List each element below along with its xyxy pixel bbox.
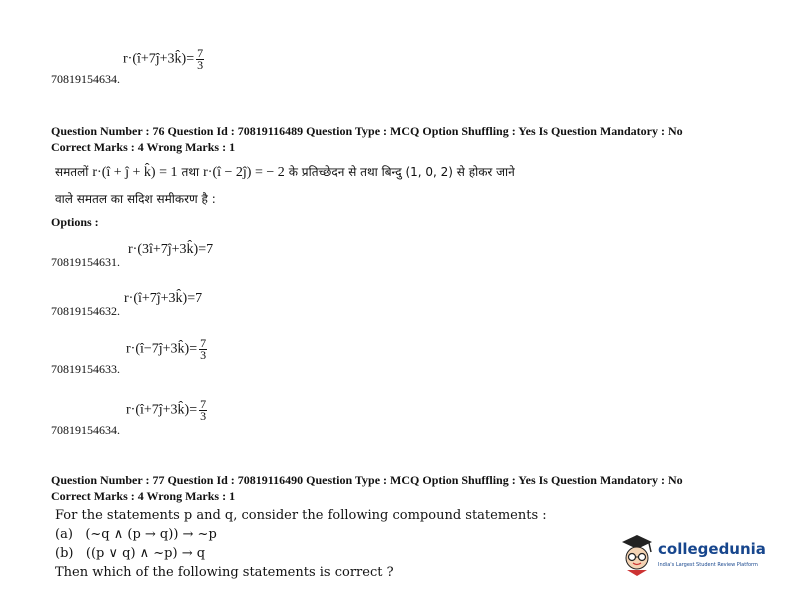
option-id: 70819154634. (51, 72, 120, 86)
option-id: 70819154632. (51, 304, 120, 318)
question-prompt: Then which of the following statements is correct ? (55, 565, 394, 580)
option-equation: r·(î+7ĵ+3k̂)= $\frac{7}{3}$ (126, 397, 207, 423)
statement-a: (a) (~q ∧ (p → q)) → ~p (55, 527, 217, 542)
option-id: 70819154634. (51, 423, 120, 437)
option-equation: r·(î+7ĵ+3k̂)= $\frac{7}{3}$ (123, 46, 204, 72)
question-header: Question Number : 77 Question Id : 70819116490 Question Type : MCQ Option Shuffling : Yes Is Question Mandatory : No (51, 473, 683, 487)
question-header: Question Number : 76 Question Id : 70819116489 Question Type : MCQ Option Shuffling : Yes Is Question Mandatory : No (51, 124, 683, 138)
question-marks: Correct Marks : 4 Wrong Marks : 1 (51, 489, 236, 503)
logo-wordmark: collegedunia (658, 540, 766, 558)
statement-b: (b) ((p ∨ q) ∧ ~p) → q (55, 546, 206, 561)
student-mascot-icon (618, 532, 656, 578)
logo-tagline: India's Largest Student Review Platform (658, 562, 758, 568)
option-equation: r·(î−7ĵ+3k̂)= $\frac{7}{3}$ (126, 336, 207, 362)
question-text-line1: समतलों r·(î + ĵ + k̂) = 1 तथा r·(î − 2ĵ) = − 2 के प्रतिच्छेदन से तथा बिन्दु (1, 0, 2) से होकर जाने (55, 165, 515, 180)
option-equation: r·(î+7ĵ+3k̂)=7 (124, 291, 203, 306)
option-id: 70819154633. (51, 362, 120, 376)
question-marks: Correct Marks : 4 Wrong Marks : 1 (51, 140, 236, 154)
question-text-line2: वाले समतल का सदिश समीकरण है : (55, 192, 216, 206)
question-stem: For the statements p and q, consider the following compound statements : (55, 508, 547, 523)
collegedunia-logo (618, 532, 768, 582)
option-equation: r·(3î+7ĵ+3k̂)=7 (128, 242, 214, 257)
option-id: 70819154631. (51, 255, 120, 269)
options-label: Options : (51, 215, 99, 229)
